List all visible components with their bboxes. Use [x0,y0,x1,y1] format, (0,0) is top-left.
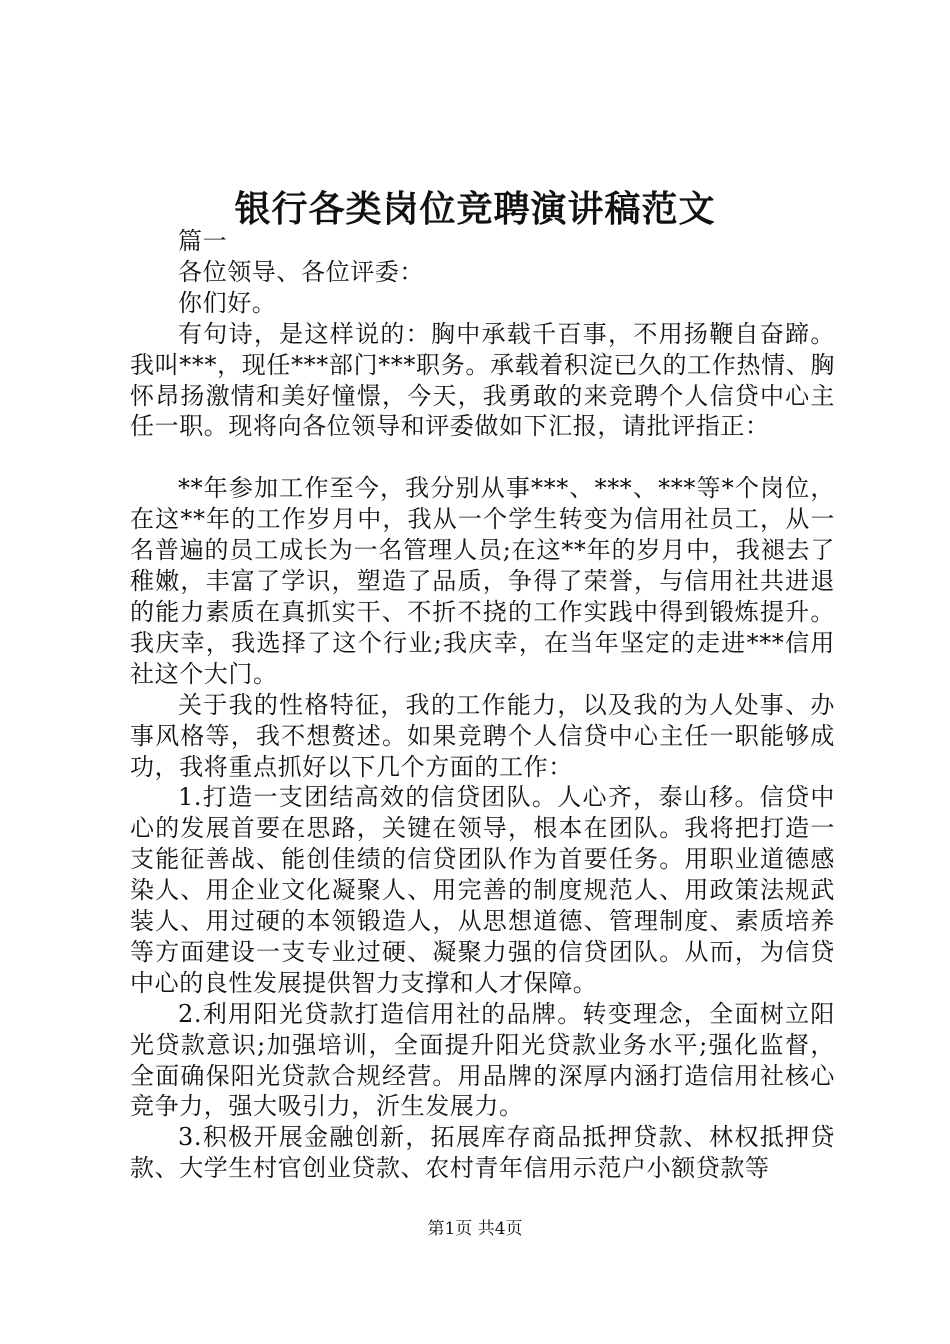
page-footer: 第1页 共4页 [427,1219,523,1239]
paragraph-plan-intro: 关于我的性格特征，我的工作能力，以及我的为人处事、办事风格等，我不想赘述。如果竞聘个人信贷中心主任一职能够成功，我将重点抓好以下几个方面的工作： [130,690,835,781]
paragraph-experience: **年参加工作至今，我分别从事***、***、***等*个岗位，在这**年的工作岁月中，我从一个学生转变为信用社员工，从一名普遍的员工成长为一名管理人员;在这**年的岁月中，我褪去了稚嫩，丰富了学识，塑造了品质，争得了荣誉，与信用社共进退的能力素质在真抓实干、不折不挠的工作实践中得到锻炼提升。我庆幸，我选择了这个行业;我庆幸，在当年坚定的走进***信用社这个大门。 [130,474,835,688]
paragraph-plan-item-3: 3.积极开展金融创新，拓展库存商品抵押贷款、林权抵押贷款、大学生村官创业贷款、农村青年信用示范户小额贷款等 [130,1123,835,1183]
salutation: 各位领导、各位评委： [178,257,424,286]
document-title: 银行各类岗位竞聘演讲稿范文 [234,188,716,230]
paragraph-plan-item-1: 1.打造一支团结高效的信贷团队。人心齐，泰山移。信贷中心的发展首要在思路，关键在领导，根本在团队。我将把打造一支能征善战、能创佳绩的信贷团队作为首要任务。用职业道德感染人、用企业文化凝聚人、用完善的制度规范人、用政策法规武装人、用过硬的本领锻造人，从思想道德、管理制度、素质培养等方面建设一支专业过硬、凝聚力强的信贷团队。从而，为信贷中心的良性发展提供智力支撑和人才保障。 [130,783,835,997]
document-body [130,226,835,1184]
greeting: 你们好。 [178,288,277,317]
section-heading: 篇一 [178,227,228,255]
paragraph-plan-item-2: 2.利用阳光贷款打造信用社的品牌。转变理念，全面树立阳光贷款意识;加强培训，全面提升阳光贷款业务水平;强化监督，全面确保阳光贷款合规经营。用品牌的深厚内涵打造信用社核心竞争力，强大吸引力，沂生发展力。 [130,999,835,1121]
paragraph-spacer [130,442,835,473]
paragraph-intro: 有句诗，是这样说的：胸中承载千百事，不用扬鞭自奋蹄。我叫***，现任***部门***职务。承载着积淀已久的工作热情、胸怀昂扬激情和美好憧憬，今天，我勇敢的来竞聘个人信贷中心主任一职。现将向各位领导和评委做如下汇报，请批评指正： [130,319,835,441]
